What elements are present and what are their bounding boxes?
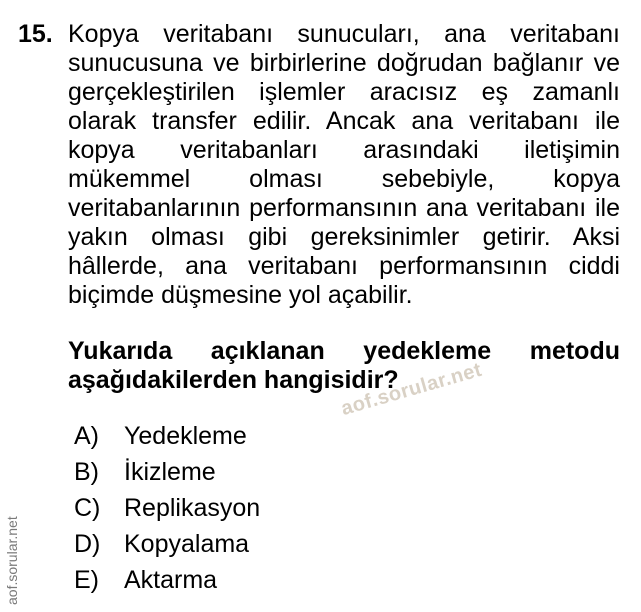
question-line: kopya veritabanları arasındaki iletişimin [68, 136, 620, 164]
watermark-center: aof.sorular.net [338, 358, 485, 421]
option-letter: C) [74, 494, 101, 522]
question-line: biçimde düşmesine yol açabilir. [68, 281, 413, 309]
option-d[interactable] [74, 526, 260, 562]
option-text: Replikasyon [124, 494, 261, 522]
option-letter: B) [74, 458, 99, 486]
prompt-line: aşağıdakilerden hangisidir? [68, 366, 399, 394]
option-text: İkizleme [124, 458, 216, 486]
option-text: Yedekleme [124, 422, 247, 450]
option-text: Aktarma [124, 566, 218, 594]
option-c[interactable] [74, 490, 260, 526]
question-line: gerçekleştirilen işlemler aracısız eş zamanlı [68, 78, 620, 106]
question-line: olarak transfer edilir. Ancak ana veritabanı ile [68, 107, 620, 135]
option-letter: D) [74, 530, 101, 558]
option-text: Kopyalama [124, 530, 250, 558]
question-line: hâllerde, ana veritabanı performansının ciddi [68, 252, 620, 280]
question-text [68, 20, 620, 310]
question-line: sunucusuna ve birbirlerine doğrudan bağlanır ve [68, 49, 620, 77]
option-letter: A) [74, 422, 99, 450]
question-line: veritabanlarının performansının ana veritabanı ile [68, 194, 620, 222]
question-line: yakın olması gibi gereksinimler getirir. Aksi [68, 223, 620, 251]
question-line: mükemmel olması sebebiyle, kopya [68, 165, 620, 193]
watermark-side: aof.sorular.net [4, 516, 20, 605]
prompt-line: Yukarıda açıklanan yedekleme metodu [68, 337, 620, 365]
option-letter: E) [74, 566, 99, 594]
question-prompt [68, 337, 620, 395]
option-a[interactable] [74, 418, 260, 454]
answer-options [74, 418, 260, 598]
option-b[interactable] [74, 454, 260, 490]
question-line: Kopya veritabanı sunucuları, ana veritabanı [68, 20, 620, 48]
option-e[interactable] [74, 562, 260, 598]
question-number: 15. [18, 20, 53, 48]
